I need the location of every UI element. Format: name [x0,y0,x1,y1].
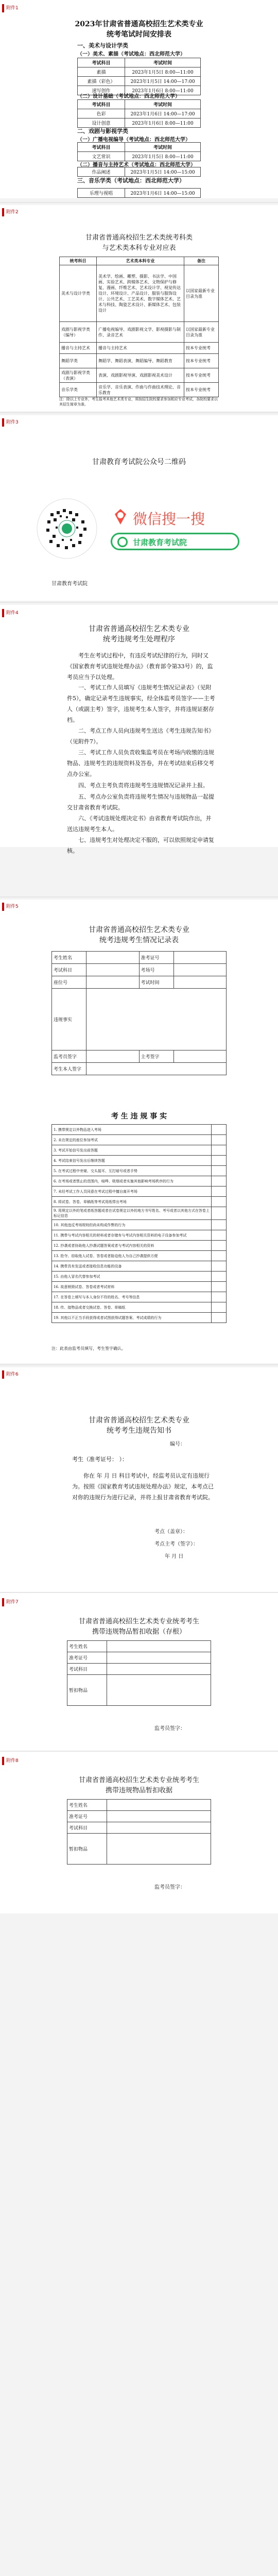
cell: 13. 抢夺、窃取他人试卷、答卷或者胁迫他人为自己抄袭提供方便 [52,1251,212,1261]
attachment-tag-2: 附件2 [2,208,24,216]
p8-sign: 监考员签字： [154,1885,185,1890]
cell [212,1302,227,1313]
p1-title-2: 统考笔试时间安排表 [107,30,171,39]
p6-sign-1: 考点（盖章）： [154,1529,188,1535]
p2-note: 注：除以上专业外，考生报考其他艺术类专业，须按招生院校要求参加相应专业考试，各院校要求以其招生简章为准。 [59,397,218,406]
cell: 16. 故意销毁试卷、答卷或者考试材料 [52,1282,212,1292]
cell: 考场号 [139,964,173,976]
cell: 按本专业统考 [184,354,219,368]
cell [107,1834,211,1865]
page-1 [0,0,278,188]
page-separator [0,896,278,897]
p1-sub-2a: （一）广播电视编导（考试地点：西北师范大学） [77,137,190,143]
cell: 色彩 [78,109,125,118]
page-1b [0,188,278,198]
p2-title-2: 与艺术类本科专业对应表 [102,244,176,252]
th: 统考科目 [60,257,97,265]
cell: 美术与设计学类 [60,265,97,322]
cell: 2023年1月6日 14:00—15:00 [125,189,201,198]
p4-para-4: 三、考试工作人员负责收集监考员在考场内收缴的违规物品、违规考生的违规资料及答卷，并在考试结束后移交考点办公室。 [67,749,214,777]
cell: 考生本人签字 [52,1063,86,1075]
page-separator [0,1364,278,1365]
cell [212,1156,227,1166]
cell: 19. 其他以不正当手段获得或者试图获得试题答案、考试成绩的行为 [52,1313,212,1323]
page-4 [0,605,278,854]
p6-sign-3: 考点主考（签字）： [154,1541,198,1547]
th: 备注 [184,257,219,265]
p5-title-1: 甘肃省普通高校招生艺术类专业 [89,926,189,934]
cell: 考生姓名 [52,952,86,964]
page-separator [0,1751,278,1752]
search-bar[interactable] [111,533,239,550]
p4-para-5: 四、考点主考负责将违规考生违规情况记录并上报。 [78,782,208,789]
p8-title-2: 携带违规物品暂扣收据 [105,1787,172,1794]
cell: 2023年1月5日 8:00—11:00 [125,152,201,161]
p1-table-1a [77,58,201,95]
cell: 考试时间 [139,976,173,989]
cell: 8. 将试卷、答卷、草稿纸等考试用纸带出考场 [52,1197,212,1207]
p8-table [67,1799,211,1865]
cell: 考生姓名 [67,1800,107,1811]
p7-title-1: 甘肃省普通高校招生艺术类专业统考考生 [78,1618,199,1625]
cell [86,989,227,1050]
cell: 以国家最新专业目录为准 [184,265,219,322]
p1-table-2a [77,142,201,161]
cell [212,1197,227,1207]
cell: 2023年1月5日 14:00—17:00 [125,77,201,86]
cell [212,1125,227,1135]
p4-para-1: 考生在考试过程中，有违反考试纪律的行为，同时又《国家教育考试违规处理办法》（教育部令第33号）的，监考员应当予以处理。 [67,652,213,681]
cell [212,1135,227,1145]
p5-title-3: 考 生 违 规 事 实 [111,1112,167,1121]
p5-violation-table [51,1124,227,1323]
page-8 [0,1754,278,1908]
cell [212,1261,227,1272]
p1-section-1: 一、美术与设计学类 [77,42,128,49]
attachment-tag-8: 附件8 [2,1757,24,1765]
p6-number: 编号： [170,1442,185,1447]
cell [212,1220,227,1230]
page-5 [0,900,278,1363]
cell: 暂扣物品 [67,1834,107,1865]
cell: 考试科目 [67,1822,107,1834]
th: 考试时间 [125,58,201,67]
p3-title: 甘肃教育考试院公众号二维码 [92,458,186,466]
p1-sub-1a: （一）美术、素描（考试地点：西北师范大学） [77,52,185,57]
cell: 按本专业统考 [184,383,219,397]
qr-code [36,498,98,560]
cell: 9. 用规定以外的笔或者纸答题或者在试卷规定以外的地方书写姓名、考号或者以其他方式在答卷上标记信息 [52,1207,212,1220]
cell: 按本专业统考 [184,368,219,383]
cell: 2. 未在规定的座位参加考试 [52,1135,212,1145]
cell: 美术学、绘画、雕塑、摄影、书法学、中国画、实验艺术、跨媒体艺术、文物保护与修复、漫画、纤维艺术、艺术设计学、视觉传达设计、环境设计、产品设计、服装与服饰设计、公共艺术、工艺美术、数字媒体艺术、艺术与科技、陶瓷艺术设计、新媒体艺术、包装设计 [97,265,184,322]
cell [86,976,140,989]
cell: 15. 由他人冒名代替参加考试 [52,1272,212,1282]
cell: 12. 抄袭或者协助他人抄袭试题答案或者与考试内容相关的资料 [52,1241,212,1251]
cell: 17. 在答卷上填写与本人身份不符的姓名、考号等信息 [52,1292,212,1302]
cell: 按本专业统考 [184,343,219,354]
th: 艺术类本科专业 [97,257,184,265]
th: 考试科目 [78,58,125,67]
cell: 准考证号 [139,952,173,964]
p5-note: 注：此表由监考员填写，考生签字确认。 [51,1346,126,1351]
cell: 以国家最新专业目录为准 [184,322,219,343]
cell [212,1282,227,1292]
cell: 11. 携带与考试内容相关的材料或者存储有与考试内容相关资料的电子设备参加考试 [52,1230,212,1241]
attachment-tag-5: 附件5 [2,903,24,911]
cell: 2023年1月6日 8:00—11:00 [125,86,201,95]
cell [107,1664,211,1675]
cell: 乐理与视唱 [78,189,125,198]
attachment-tag-7: 附件7 [2,1598,24,1606]
cell [212,1207,227,1220]
p1-table-2b [77,167,201,177]
search-icon [111,507,130,527]
cell: 音乐学、音乐表演、作曲与作曲技术理论、音乐教育 [97,383,184,397]
cell [173,952,227,964]
p1-sub-2b: （二）播音与主持艺术（考试地点：西北师范大学） [77,162,196,168]
cell: 7. 未经考试工作人员同意在考试过程中擅自离开考场 [52,1187,212,1197]
th: 考试时间 [125,100,201,109]
page-7 [0,1595,278,1750]
cell: 考试科目 [67,1664,107,1675]
p7-sign: 监考员签字： [154,1726,185,1732]
cell [107,1641,211,1652]
cell: 素描 [78,67,125,77]
attachment-tag-4: 附件4 [2,609,24,617]
cell: 设计创意 [78,118,125,128]
cell [212,1145,227,1156]
cell [86,952,140,964]
cell [212,1272,227,1282]
page-separator [0,412,278,413]
p4-para-7: 六、《考试违规处理决定书》由省教育考试院作出，并送达违规考生本人。 [67,815,212,833]
cell: 广播电视编导、戏剧影视文学、影视摄影与制作、录音艺术 [97,322,184,343]
cell [212,1176,227,1187]
cell: 准考证号 [67,1811,107,1822]
cell [212,1251,227,1261]
p4-title-1: 甘肃省普通高校招生艺术类专业 [89,625,189,633]
cell: 3. 考试开始信号发出前答题 [52,1145,212,1156]
p3-subtitle: 甘肃教育考试院 [51,581,88,587]
cell [107,1822,211,1834]
cell: 舞蹈学类 [60,354,97,368]
page-separator [0,1592,278,1593]
p2-table [59,257,219,397]
cell: 作品阐述 [78,167,125,177]
p2-title-1: 甘肃省普通高校招生艺术类统考科类 [85,234,193,242]
cell [173,976,227,989]
cell: 播音与主持艺术 [97,343,184,354]
cell: 14. 携带具有发送或者接收信息功能的设备 [52,1261,212,1272]
th: 考试时间 [125,143,201,152]
cell [86,1063,227,1075]
cell: 戏剧与影视学类（编导） [60,322,97,343]
cell: 文艺常识 [78,152,125,161]
p1-section-2: 二、戏剧与影视学类 [77,128,128,134]
cell [107,1652,211,1664]
cell [173,964,227,976]
cell: 考生姓名 [67,1641,107,1652]
cell [212,1313,227,1323]
cell [173,1050,227,1063]
cell: 音乐学类 [60,383,97,397]
p6-body: 你在 年 月 日 科目考试中，经监考员认定有违规行为。按照《国家教育考试违规处理办法》规定，本考点已对你的违规行为进行记录，并将上报甘肃省教育考试院。 [72,1472,214,1501]
p1-table-3 [77,188,201,198]
p1-table-1b [77,99,201,128]
cell: 监考员签字 [52,1050,86,1063]
cell: 速写创作 [78,86,125,95]
cell [212,1292,227,1302]
cell: 违规事实 [52,989,86,1050]
cell [212,1187,227,1197]
p6-recipient: 考生（准考证号： ）： [72,1456,128,1463]
search-text: 甘肃教育考试院 [133,538,187,547]
p8-title-1: 甘肃省普通高校招生艺术类专业统考考生 [78,1776,199,1784]
page-separator [0,202,278,203]
cell: 座位号 [52,976,86,989]
attachment-tag-6: 附件6 [2,1370,24,1379]
cell [86,1050,140,1063]
cell [212,1166,227,1176]
cell: 戏剧与影视学类（表演） [60,368,97,383]
cell: 6. 在考场或者禁止的范围内，喧哗、吸烟或者实施其他影响考场秩序的行为 [52,1176,212,1187]
p4-para-3: 二、考点工作人员向违规考生送达《考生违规告知书》（见附件7）。 [67,727,214,745]
page-3 [0,415,278,601]
p4-title-2: 统考违规考生处理程序 [103,635,175,643]
p7-table [67,1640,211,1706]
p6-title-1: 甘肃省普通高校招生艺术类专业 [89,1416,189,1425]
p1-title-1: 2023年甘肃省普通高校招生艺术类专业 [75,20,203,28]
cell: 舞蹈学、舞蹈表演、舞蹈编导、舞蹈教育 [97,354,184,368]
cell: 18. 传、接物品或者交换试卷、答卷、草稿纸 [52,1302,212,1313]
cell: 表演、戏剧影视导演、戏剧影视美术设计 [97,368,184,383]
cell: 2023年1月6日 8:00—11:00 [125,118,201,128]
th: 考试科目 [78,100,125,109]
magnifier-icon [117,537,128,547]
p1-sub-1b: （二）设计基础（考试地点：西北师范大学） [77,94,180,99]
cell: 播音与主持艺术 [60,343,97,354]
cell: 1. 携带规定以外物品进入考场 [52,1125,212,1135]
cell [107,1811,211,1822]
cell [107,1675,211,1706]
p5-info-table [51,951,227,1075]
p6-title-2: 统考考生违规告知书 [107,1427,171,1435]
wx-search-title: 微信搜一搜 [133,511,205,528]
p7-title-2: 携带违规物品暂扣收据（存根） [92,1628,186,1636]
attachment-tag-1: 附件1 [2,4,24,12]
attachment-tag-3: 附件3 [2,418,24,427]
p4-para-2: 一、考试工作人员填写《违规考生情况记录表》（见附件5），确定记录考生违规事实，经全体监考员签字——主考人（或副主考）签字，违规考生本人签字，并将违规证据存档。 [67,684,215,723]
cell: 5. 在考试过程中旁窥、交头接耳、互打暗号或者手势 [52,1166,212,1176]
cell [86,964,140,976]
p6-sign-2: 年 月 日 [165,1554,184,1560]
cell: 准考证号 [67,1652,107,1664]
p1-section-3: 三、音乐学类（考试地点：西北师范大学） [77,177,185,184]
cell: 2023年1月5日 8:00—11:00 [125,67,201,77]
cell: 2023年1月6日 14:00—17:00 [125,109,201,118]
cell [107,1800,211,1811]
cell: 暂扣物品 [67,1675,107,1706]
cell: 主考签字 [139,1050,173,1063]
page-separator [0,602,278,603]
page-2 [0,205,278,411]
p4-para-6: 五、考点办公室负责将违规考生情况与违规物品一起提交甘肃省教育考试院。 [67,793,214,811]
cell: 考试科目 [52,964,86,976]
cell: 2023年1月5日 14:00—15:00 [125,167,201,177]
cell: 10. 其他违反考场规则但尚未构成作弊的行为 [52,1220,212,1230]
cell [212,1230,227,1241]
cell: 4. 考试结束信号发出后继续答题 [52,1156,212,1166]
p5-title-2: 统考违规考生情况记录表 [99,936,179,944]
th: 考试科目 [78,143,125,152]
p4-para-8: 七、违规考生对处理决定不服的，可以依照规定申请复核。 [67,837,214,854]
cell: 素描（彩色） [78,77,125,86]
cell [212,1241,227,1251]
